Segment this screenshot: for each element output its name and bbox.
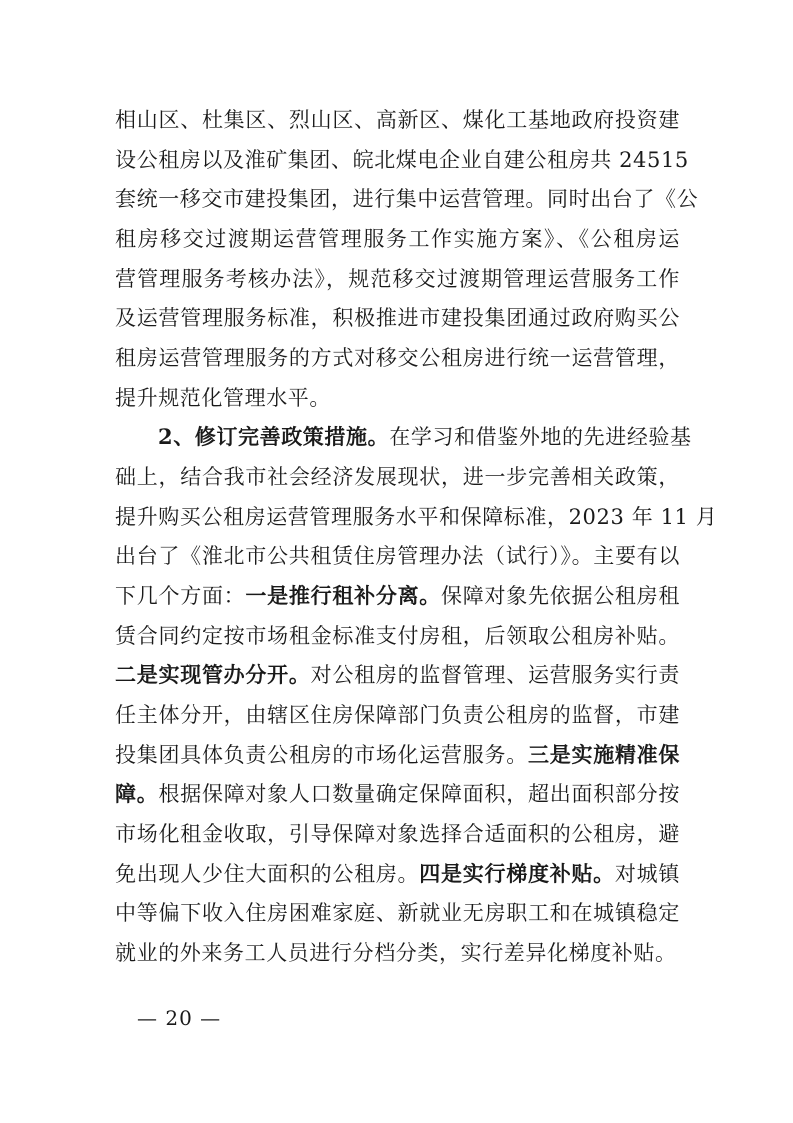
point-4-title: 四是实行梯度补贴。: [419, 861, 615, 886]
paragraph2-line-8: 任主体分开，由辖区住房保障部门负责公租房的监督，市建: [115, 703, 680, 727]
point-3-text: 根据保障对象人口数量确定保障面积，超出面积部分按: [158, 782, 681, 806]
point-2-title: 二是实现管办分开。: [115, 662, 311, 687]
paragraph2-line-13: 中等偏下收入住房困难家庭、新就业无房职工和在城镇稳定: [115, 901, 680, 925]
paragraph2-line-2: 础上，结合我市社会经济发展现状，进一步完善相关政策，: [115, 465, 680, 489]
paragraph2-line-5-text: 下几个方面：: [115, 584, 246, 608]
paragraph1-line-1: 相山区、杜集区、烈山区、高新区、煤化工基地政府投资建: [115, 108, 680, 132]
point-1-title: 一是推行租补分离。: [245, 583, 442, 608]
paragraph2-line-11: 市场化租金收取，引导保障对象选择合适面积的公租房，避: [115, 822, 680, 846]
point-2-text: 对公租房的监督管理、运营服务实行责: [310, 663, 680, 687]
paragraph2-line-12-text: 免出现人少住大面积的公租房。: [115, 862, 420, 886]
paragraph1-line-5: 营管理服务考核办法》，规范移交过渡期管理运营服务工作: [115, 267, 680, 291]
paragraph1-line-8: 提升规范化管理水平。: [115, 386, 331, 410]
paragraph2-line-1-text: 在学习和借鉴外地的先进经验基: [389, 425, 692, 449]
paragraph1-line-2: 设公租房以及淮矿集团、皖北煤电企业自建公租房共 24515: [115, 148, 689, 172]
paragraph2-line-4: 出台了《淮北市公共租赁住房管理办法（试行）》。主要有以: [115, 544, 680, 568]
point-4-text: 对城镇: [614, 862, 680, 886]
section-heading: 2、修订完善政策措施。: [158, 424, 390, 449]
point-3-title-end: 障。: [115, 781, 159, 806]
paragraph1-line-4: 租房移交过渡期运营管理服务工作实施方案》、《公租房运: [115, 227, 680, 251]
paragraph2-line-3: 提升购买公租房运营管理服务水平和保障标准，2023 年 11 月: [115, 505, 718, 529]
point-1-text: 保障对象先依据公租房租: [441, 584, 680, 608]
paragraph2-line-6: 赁合同约定按市场租金标准支付房租，后领取公租房补贴。: [115, 624, 680, 648]
paragraph2-line-1: [158, 421, 692, 453]
paragraph2-line-9-text: 投集团具体负责公租房的市场化运营服务。: [115, 743, 528, 767]
paragraph2-line-5: [115, 580, 680, 612]
paragraph2-line-10: [115, 778, 680, 810]
page-number: — 20 —: [137, 1006, 222, 1030]
paragraph2-line-12: [115, 858, 680, 890]
paragraph2-line-14: 就业的外来务工人员进行分档分类，实行差异化梯度补贴。: [115, 941, 677, 965]
paragraph1-line-7: 租房运营管理服务的方式对移交公租房进行统一运营管理，: [115, 346, 680, 370]
paragraph1-line-3: 套统一移交市建投集团，进行集中运营管理。同时出台了《公: [115, 187, 699, 211]
paragraph2-line-7: [115, 659, 680, 691]
paragraph2-line-9: [115, 739, 680, 771]
paragraph1-line-6: 及运营管理服务标准，积极推进市建投集团通过政府购买公: [115, 306, 680, 330]
point-3-title: 三是实施精准保: [527, 742, 680, 767]
